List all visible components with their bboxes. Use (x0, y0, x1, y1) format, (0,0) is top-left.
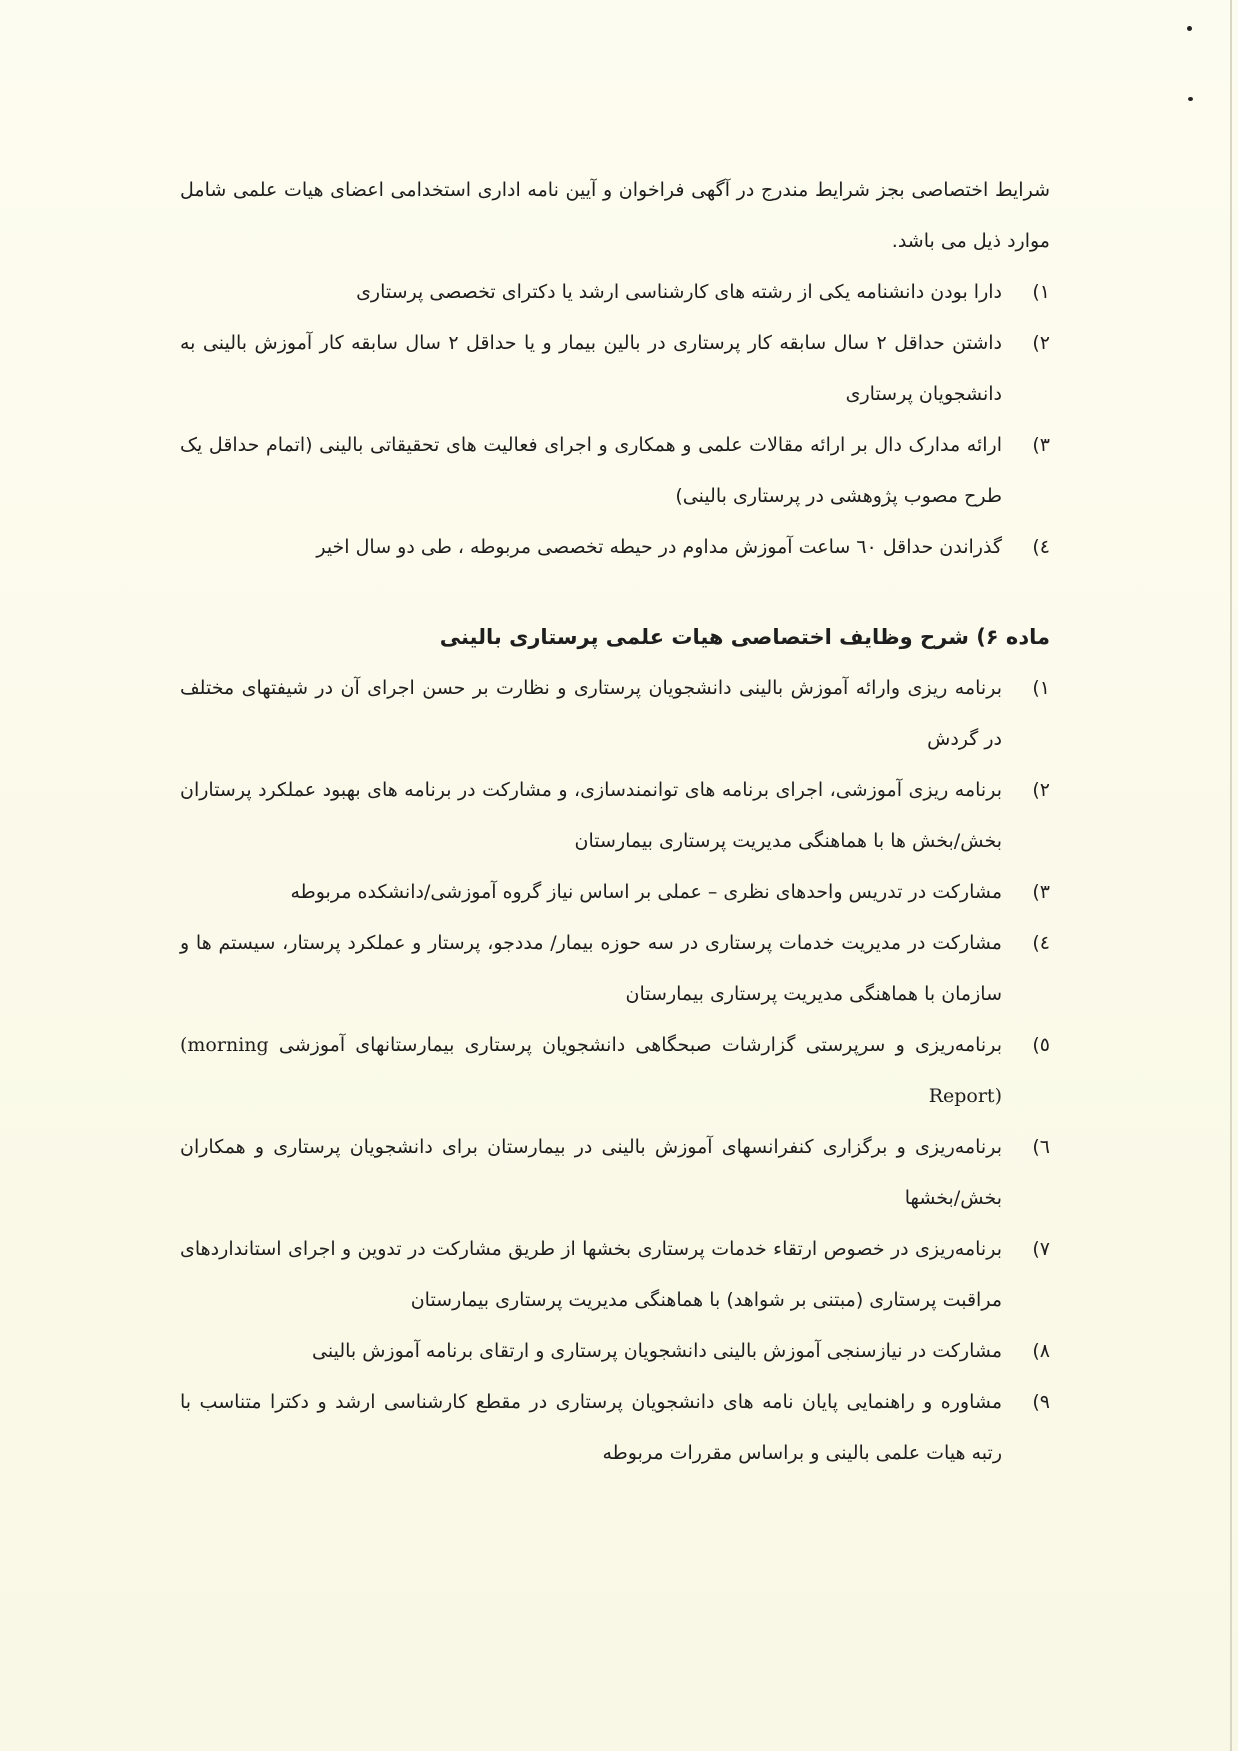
item-text: ارائه مدارک دال بر ارائه مقالات علمی و همکاری و اجرای فعالیت های تحقیقاتی بالینی (اتمام حداقل یک طرح مصوب پژوهشی در پرستاری بالینی) (180, 434, 1002, 507)
item-text: داشتن حداقل ۲ سال سابقه کار پرستاری در بالین بیمار و یا حداقل ۲ سال سابقه کار آموزش بالینی به دانشجویان پرستاری (180, 332, 1003, 405)
item-number: ٥) (1032, 1034, 1050, 1056)
item-number: ۳) (1032, 434, 1050, 456)
document-body (180, 165, 1050, 1479)
item-text: برنامه‌ریزی در خصوص ارتقاء خدمات پرستاری بخشها از طریق مشارکت در تدوین و اجرای استانداردهای مراقبت پرستاری (مبتنی بر شواهد) با هماهنگی مدیریت پرستاری بیمارستان (180, 1238, 1002, 1311)
list-item (180, 1122, 1050, 1224)
item-number: ۲) (1032, 779, 1050, 801)
list-item (180, 267, 1050, 318)
section-heading: ماده ۶) شرح وظایف اختصاصی هیات علمی پرستاری بالینی (439, 625, 1050, 649)
item-number: ٨) (1032, 1340, 1050, 1362)
item-number: ٦) (1032, 1136, 1050, 1158)
list-item (180, 1224, 1050, 1326)
duties-list (180, 663, 1050, 1479)
item-number: ٤) (1032, 932, 1050, 954)
scan-speck (1187, 26, 1192, 31)
item-text: برنامه ریزی وارائه آموزش بالینی دانشجویان پرستاری و نظارت بر حسن اجرای آن در شیفتهای مختلف در گردش (180, 677, 1002, 750)
item-number: ٧) (1032, 1238, 1050, 1260)
item-number: ۱) (1032, 281, 1050, 303)
item-text: دارا بودن دانشنامه یکی از رشته های کارشناسی ارشد یا دکترای تخصصی پرستاری (356, 281, 1002, 303)
item-text: مشاوره و راهنمایی پایان نامه های دانشجویان پرستاری در مقطع کارشناسی ارشد و دکترا متناسب با رتبه هیات علمی بالینی و براساس مقررات مربوطه (180, 1391, 1002, 1464)
list-item (180, 1020, 1050, 1122)
list-item (180, 918, 1050, 1020)
list-item (180, 867, 1050, 918)
list-item (180, 522, 1050, 573)
scan-speck (1188, 97, 1193, 101)
item-text: مشارکت در تدریس واحدهای نظری – عملی بر اساس نیاز گروه آموزشی/دانشکده مربوطه (290, 881, 1002, 903)
list-item (180, 420, 1050, 522)
list-item (180, 765, 1050, 867)
item-text: گذراندن حداقل ٦٠ ساعت آموزش مداوم در حیطه تخصصی مربوطه ، طی دو سال اخیر (316, 536, 1002, 558)
list-item (180, 1377, 1050, 1479)
item-number: ٩) (1032, 1391, 1050, 1413)
item-text-with-english (180, 1020, 1002, 1122)
intro-paragraph: شرایط اختصاصی بجز شرایط مندرج در آگهی فراخوان و آیین نامه اداری استخدامی اعضای هیات علمی شامل موارد ذیل می باشد. (180, 179, 1050, 252)
item-text: برنامه‌ریزی و برگزاری کنفرانسهای آموزش بالینی در بیمارستان برای دانشجویان پرستاری و همکاران بخش/بخشها (180, 1136, 1002, 1209)
list-item (180, 318, 1050, 420)
item-number: ٤) (1032, 536, 1050, 558)
item-text: مشارکت در نیازسنجی آموزش بالینی دانشجویان پرستاری و ارتقای برنامه آموزش بالینی (312, 1340, 1002, 1362)
english-term: (morning Report) (180, 1034, 1002, 1107)
item-number: ۳) (1032, 881, 1050, 903)
item-text: برنامه ریزی آموزشی، اجرای برنامه های توانمندسازی، و مشارکت در برنامه های بهبود عملکرد پرستاران بخش/بخش ها با هماهنگی مدیریت پرستاری بیمارستان (180, 779, 1002, 852)
item-text: مشارکت در مدیریت خدمات پرستاری در سه حوزه بیمار/ مددجو، پرستار و عملکرد پرستار، سیستم ها و سازمان با هماهنگی مدیریت پرستاری بیمارستان (180, 932, 1002, 1005)
item-text: برنامه‌ریزی و سرپرستی گزارشات صبحگاهی دانشجویان پرستاری بیمارستانهای آموزشی (278, 1034, 1002, 1056)
list-item (180, 663, 1050, 765)
item-number: ۱) (1032, 677, 1050, 699)
item-number: ۲) (1032, 332, 1050, 354)
list-item (180, 1326, 1050, 1377)
requirements-list (180, 267, 1050, 573)
scan-edge-line (1230, 0, 1232, 1751)
